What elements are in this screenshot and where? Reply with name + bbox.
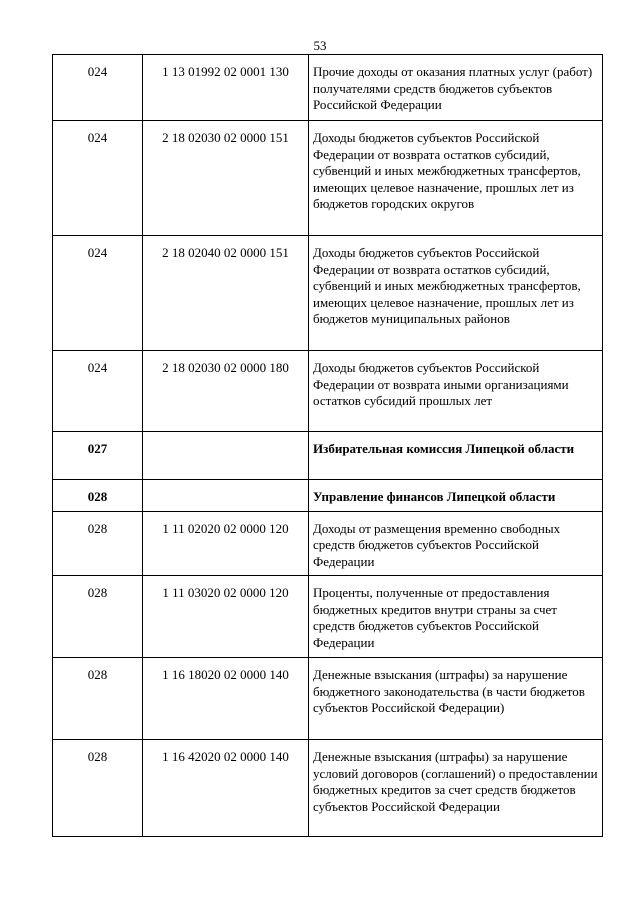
kbk-code-cell: 1 16 18020 02 0000 140 — [143, 658, 309, 740]
budget-classification-table — [52, 54, 603, 837]
kbk-code-cell: 1 13 01992 02 0001 130 — [143, 55, 309, 121]
kbk-code-cell: 2 18 02040 02 0000 151 — [143, 236, 309, 351]
table-row — [53, 576, 603, 658]
kbk-code-cell — [143, 432, 309, 480]
kbk-code-cell: 2 18 02030 02 0000 151 — [143, 121, 309, 236]
table-row — [53, 740, 603, 837]
table-row — [53, 511, 603, 576]
income-name-cell: Доходы бюджетов субъектов Российской Федерации от возврата остатков субсидий, субвенций и иных межбюджетных трансфертов, имеющих целевое назначение, прошлых лет из бюджетов муниципальных районов — [309, 236, 603, 351]
table-row — [53, 121, 603, 236]
income-name-cell: Прочие доходы от оказания платных услуг (работ) получателями средств бюджетов субъектов Российской Федерации — [309, 55, 603, 121]
admin-code-cell: 028 — [53, 658, 143, 740]
income-name-cell: Денежные взыскания (штрафы) за нарушение бюджетного законодательства (в части бюджетов субъектов Российской Федерации) — [309, 658, 603, 740]
admin-code-cell: 024 — [53, 351, 143, 432]
table-row — [53, 480, 603, 512]
kbk-code-cell: 1 16 42020 02 0000 140 — [143, 740, 309, 837]
table-row — [53, 658, 603, 740]
admin-code-cell: 027 — [53, 432, 143, 480]
admin-code-cell: 028 — [53, 740, 143, 837]
admin-code-cell: 028 — [53, 511, 143, 576]
income-name-cell: Доходы бюджетов субъектов Российской Федерации от возврата иными организациями остатков субсидий прошлых лет — [309, 351, 603, 432]
income-name-cell: Проценты, полученные от предоставления бюджетных кредитов внутри страны за счет средств бюджетов субъектов Российской Федерации — [309, 576, 603, 658]
income-name-cell: Доходы от размещения временно свободных средств бюджетов субъектов Российской Федерации — [309, 511, 603, 576]
table-row — [53, 55, 603, 121]
income-name-cell: Доходы бюджетов субъектов Российской Федерации от возврата остатков субсидий, субвенций и иных межбюджетных трансфертов, имеющих целевое назначение, прошлых лет из бюджетов городских округов — [309, 121, 603, 236]
income-name-cell: Денежные взыскания (штрафы) за нарушение условий договоров (соглашений) о предоставлении бюджетных кредитов за счет средств бюджетов субъектов Российской Федерации — [309, 740, 603, 837]
admin-code-cell: 028 — [53, 576, 143, 658]
kbk-code-cell: 1 11 02020 02 0000 120 — [143, 511, 309, 576]
income-name-cell: Управление финансов Липецкой области — [309, 480, 603, 512]
income-name-cell: Избирательная комиссия Липецкой области — [309, 432, 603, 480]
kbk-code-cell: 1 11 03020 02 0000 120 — [143, 576, 309, 658]
table-row — [53, 236, 603, 351]
kbk-code-cell: 2 18 02030 02 0000 180 — [143, 351, 309, 432]
admin-code-cell: 028 — [53, 480, 143, 512]
admin-code-cell: 024 — [53, 121, 143, 236]
kbk-code-cell — [143, 480, 309, 512]
page-number: 53 — [313, 38, 327, 53]
admin-code-cell: 024 — [53, 55, 143, 121]
table-row — [53, 432, 603, 480]
admin-code-cell: 024 — [53, 236, 143, 351]
table-row — [53, 351, 603, 432]
table-body — [53, 55, 603, 837]
